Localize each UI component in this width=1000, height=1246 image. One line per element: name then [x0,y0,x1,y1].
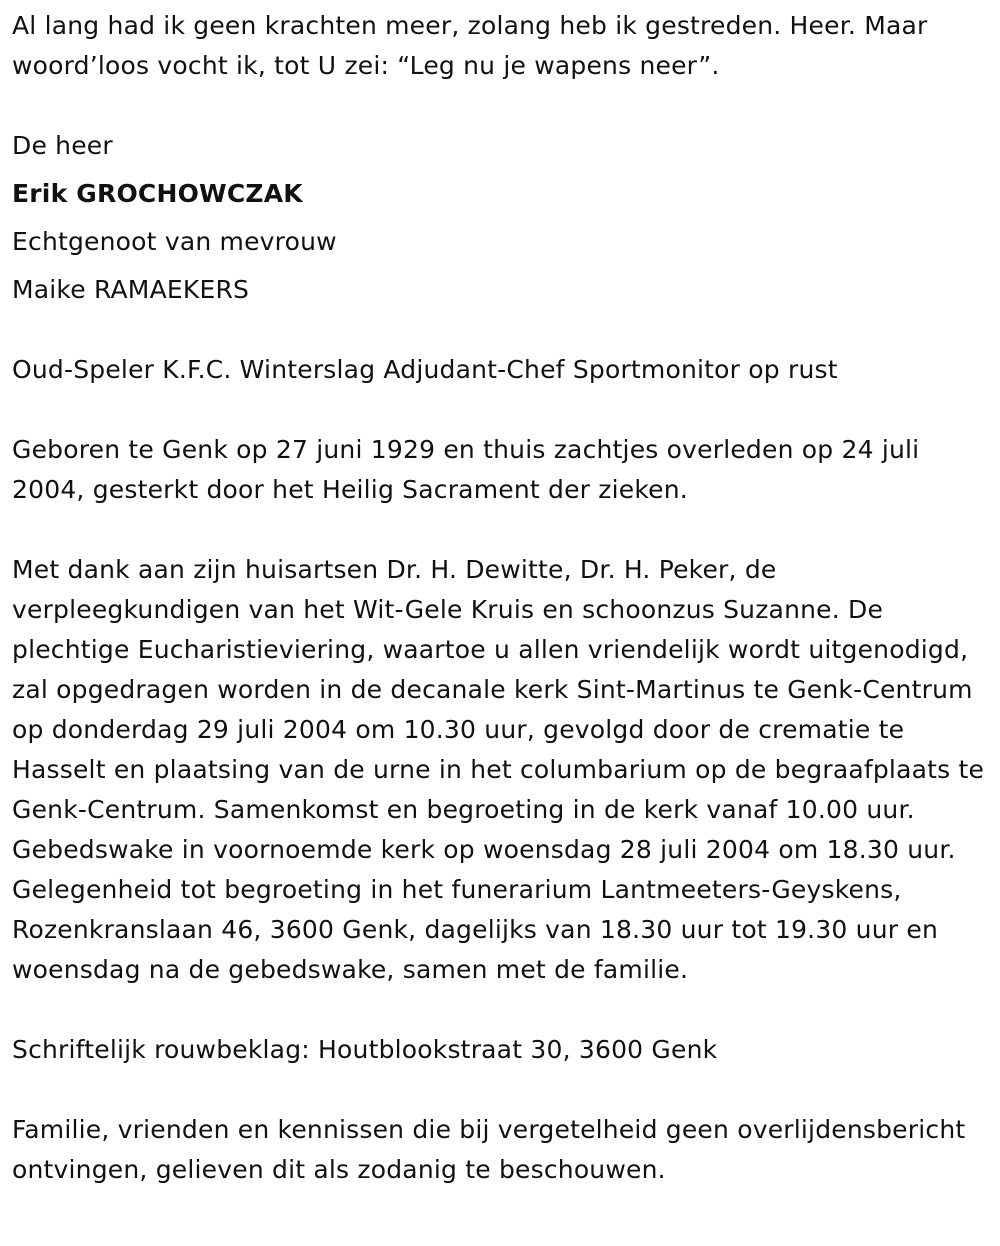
closing-note: Familie, vrienden en kennissen die bij vergetelheid geen overlijdensbericht ontvingen, gelieven dit als zodanig te beschouwen. [12,1115,966,1184]
birth-death-paragraph: Geboren te Genk op 27 juni 1929 en thuis zachtjes overleden op 24 juli 2004, gesterkt door het Heilig Sacrament der zieken. [12,435,920,504]
spouse-line: Echtgenoot van mevrouw [12,227,337,256]
spouse-name: Maike RAMAEKERS [12,275,250,304]
deceased-name: Erik GROCHOWCZAK [12,179,303,208]
salutation: De heer [12,131,113,160]
titles-line: Oud-Speler K.F.C. Winterslag Adjudant-Chef Sportmonitor op rust [12,355,838,384]
ceremony-paragraph: Met dank aan zijn huisartsen Dr. H. Dewitte, Dr. H. Peker, de verpleegkundigen van het Wit-Gele Kruis en schoonzus Suzanne. De plechtige Eucharistieviering, waartoe u allen vriendelijk wordt uitgenodigd, zal opgedragen worden in de decanale kerk Sint-Martinus te Genk-Centrum op donderdag 29 juli 2004 om 10.30 uur, gevolgd door de crematie te Hasselt en plaatsing van de urne in het columbarium op de begraafplaats te Genk-Centrum. Samenkomst en begroeting in de kerk vanaf 10.00 uur. Gebedswake in voornoemde kerk op woensdag 28 juli 2004 om 18.30 uur. Gelegenheid tot begroeting in het funerarium Lantmeeters-Geyskens, Rozenkranslaan 46, 3600 Genk, dagelijks van 18.30 uur tot 19.30 uur en woensdag na de gebedswake, samen met de familie. [12,555,985,984]
obituary-document [12,6,994,1190]
opening-quote: Al lang had ik geen krachten meer, zolang heb ik gestreden. Heer. Maar woord’loos vocht ik, tot U zei: “Leg nu je wapens neer”. [12,11,928,80]
condolence-address: Schriftelijk rouwbeklag: Houtblookstraat 30, 3600 Genk [12,1035,718,1064]
